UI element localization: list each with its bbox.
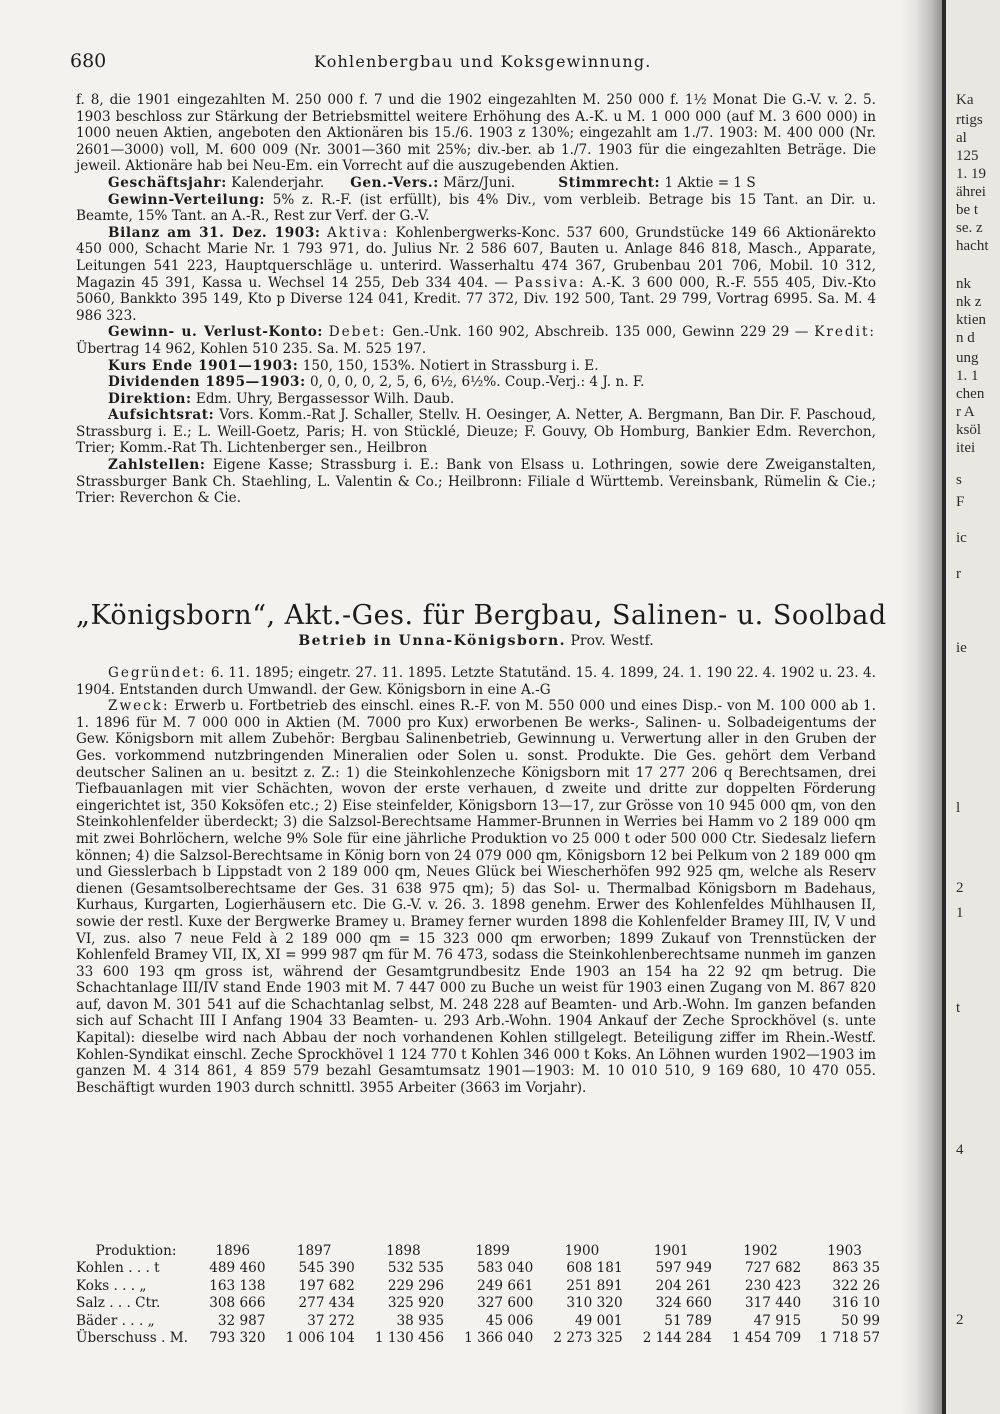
running-title: Kohlenbergbau und Koksgewinnung. — [314, 52, 652, 71]
fragment-line: nk z — [956, 294, 982, 310]
table-cell: 310 320 — [566, 1295, 623, 1312]
geschaeftsjahr-label: Geschäftsjahr: — [108, 174, 227, 191]
gewinn-label: Gewinn-Verteilung: — [108, 191, 265, 208]
table-row — [76, 1277, 884, 1295]
table-cell: 324 660 — [655, 1295, 712, 1312]
bilanz-label: Bilanz am 31. Dez. 1903: — [108, 224, 321, 241]
table-cell: 608 181 — [566, 1260, 623, 1277]
row-label: Bäder . . . „ — [76, 1312, 155, 1329]
table-cell: 1 130 456 — [374, 1330, 445, 1347]
passiva-value: A.-K. 3 600 000, R.-F. 555 405, Div.-Kto 5060, Bankkto 395 149, Kto p Diverse 124 041, Kredit. 77 372, Div. 192 500, Tant. 29 799, Vortrag 6995. Sa. M. 4 986 323. — [76, 274, 876, 324]
row-label: Salz . . . Ctr. — [76, 1295, 161, 1312]
row-label: Kohlen . . . t — [76, 1260, 160, 1277]
binding-shadow — [900, 0, 945, 1414]
genvers-value: März/Juni. — [443, 174, 516, 191]
fragment-line: se. z — [956, 220, 983, 236]
fragment-line: ährei — [956, 184, 986, 200]
aufsichtsrat-value: Vors. Komm.-Rat J. Schaller, Stellv. H. Oesinger, A. Netter, A. Bergmann, Ban Dir. F. Paschoud, Strassburg i. E.; L. Weill-Goetz, Paris; H. von Stücklé, Dieuze; F. Gouvy, Ob Homburg, Bankier Edm. Reverchon, Trier; Komm.-Rat Th. Lichtenberger sen., Heilbron — [76, 407, 876, 457]
table-row — [76, 1260, 884, 1278]
table-cell: 532 535 — [387, 1260, 445, 1277]
table-cell: 45 006 — [485, 1312, 534, 1329]
table-cell: 1 366 040 — [464, 1330, 534, 1347]
table-cell: 2 144 284 — [642, 1330, 712, 1347]
aufsichtsrat-label: Aufsichtsrat: — [108, 407, 215, 424]
fiscal-line — [76, 175, 876, 192]
company-title: „Königsborn“, Akt.-Ges. für Bergbau, Salinen- u. Soolbad — [76, 600, 887, 631]
table-cell: 2 273 325 — [553, 1330, 623, 1347]
table-cell: 51 789 — [664, 1312, 712, 1329]
table-cell: 863 35 — [832, 1260, 880, 1277]
bilanz — [76, 225, 876, 325]
direktion — [76, 391, 876, 408]
table-cell: 204 261 — [655, 1277, 712, 1294]
year-header: 1903 — [827, 1242, 862, 1259]
table-cell: 37 272 — [307, 1312, 355, 1329]
gewinn-verteilung — [76, 192, 876, 225]
fragment-line: 1 — [956, 905, 964, 921]
dividenden-label: Dividenden 1895—1903: — [108, 374, 306, 391]
table-cell: 317 440 — [744, 1295, 802, 1312]
year-header: 1902 — [743, 1242, 778, 1259]
table-cell: 229 296 — [387, 1277, 445, 1294]
stimmrecht-value: 1 Aktie = 1 S — [664, 174, 756, 191]
zweck-value: Erwerb u. Fortbetrieb des einschl. eines R.-F. von M. 550 000 und eines Disp.- von M. 100 000 ab 1. 1. 1896 für M. 7 000 000 in Aktien (M. 7000 pro Kux) erworbenen Be werks-, Salinen- u. Solbadeigentums der Gew. Königsborn mit allem Zubehör: Bergbau Salinenbetrieb, Gewinnung u. Verwertung aller in den Gruben der Ges. vorkommend nutzbringenden Mineralien oder Solen u. sonst. Produkte. Die Ges. gehört dem Verband deutscher Salinen an u. besitzt z. Z.: 1) die Steinkohlenzeche Königsborn mit 17 277 206 q Berechtsamen, drei Tiefbauanlagen mit vier Schächten, wovon der erste verhauen, d zweite und dritte zur doppelten Förderung eingerichtet ist, 350 Koksöfen etc.; 2) Eise steinfelder, Königsborn 13—17, zur Grösse von 10 945 000 qm, von den Steinkohlenfelder überdeckt; 3) die Salzsol-Berechtsame Hammer-Brunnen in Werries bei Hamm vo 2 189 000 qm mit zwei Bohrlöchern, welche 9% Sole für eine jährliche Produktion vo 25 000 t oder 500 000 Ctr. Siedesalz liefern können; 4) die Salzsol-Berechtsame in König born von 24 079 000 qm, Königsborn 12 bei Pelkum von 2 189 000 qm und Giesslerbach b Lippstadt von 2 189 000 qm, Neues Glück bei Wiescherhöfen 992 925 qm, welche als Reserv dienen (Gesamtsolberechtsame der Ges. 31 638 975 qm); 5) das Sol- u. Thermalbad Königsborn m Badehaus, Kurhaus, Kurgarten, Logierhäusern etc. Die G.-V. v. 26. 3. 1898 genehm. Erwer des Kohlenfeldes Mühlhausen II, sowie der restl. Kuxe der Bergwerke Bramey u. Bramey ferner wurden 1898 die Kohlenfelder Bramey III, IV, V und VI, zus. also 7 neue Feld à 2 189 000 qm = 15 323 000 qm erworben; 1899 Zukauf von Trennstücken der Kohlenfeld Bramey VII, IX, XI = 999 987 qm für M. 76 473, sodass die Steinkohlenberechtsame nunmeh im ganzen 33 600 193 qm gross ist, während der Gesamtgrundbesitz Ende 1903 an 154 ha 22 92 qm betrug. Die Schachtanlage III/IV stand Ende 1903 mit M. 7 447 000 zu Buche un weist für 1903 einen Zugang von M. 867 820 auf, davon M. 301 541 auf die Schachtanlag selbst, M. 248 228 auf Beamten- und Arb.-Wohn. Im ganzen befanden sich auf Schacht III I Anfang 1904 33 Beamten- u. 293 Arb.-Wohn. 1904 Ankauf der Zeche Sprockhövel (s. unte Kapital): dieselbe wird nach Abbau der noch vorhandenen Kohlen stillgelegt. Beteiligung ziffer im Rhein.-Westf. Kohlen-Syndikat einschl. Zeche Sprockhövel 1 124 770 t Kohlen 346 000 t Koks. An Löhnen wurden 1902—1903 im ganzen M. 4 314 861, 4 859 579 bezahl Gesamtumsatz 1901—1903: M. 10 010 510, 9 169 680, 10 470 055. Beschäftigt wurden 1903 durch schnittl. 3955 Arbeiter (3663 im Vorjahr). — [76, 698, 876, 1096]
zweck-label: Zweck: — [108, 698, 170, 715]
year-header: 1897 — [296, 1242, 332, 1259]
table-row — [76, 1312, 884, 1330]
table-cell: 50 99 — [841, 1312, 880, 1329]
aufsichtsrat — [76, 407, 876, 457]
fragment-line: 125 — [956, 148, 979, 164]
company-subtitle-rest: Prov. Westf. — [570, 633, 654, 649]
page-header — [70, 50, 876, 74]
geschaeftsjahr-value: Kalenderjahr. — [231, 174, 325, 191]
previous-entry — [76, 92, 876, 507]
gegruendet — [76, 665, 876, 698]
fragment-line: ksöl — [956, 422, 982, 438]
company-entry — [76, 665, 876, 1096]
table-row — [76, 1295, 884, 1313]
fragment-line: t — [956, 1000, 961, 1016]
gegruendet-label: Gegründet: — [108, 665, 207, 681]
table-cell: 325 920 — [387, 1295, 445, 1312]
fragment-line: 1. 19 — [956, 166, 986, 182]
kredit-label: Kredit: — [814, 324, 877, 341]
table-cell: 327 600 — [477, 1295, 534, 1312]
company-subtitle-bold: Betrieb in Unna-Königsborn. — [298, 633, 567, 649]
fragment-line: r A — [956, 404, 975, 420]
fragment-line: rtigs — [956, 112, 983, 128]
zweck — [76, 698, 876, 1096]
dividenden — [76, 374, 876, 391]
table-cell: 249 661 — [477, 1277, 534, 1294]
table-cell: 49 001 — [575, 1312, 623, 1329]
table-cell: 727 682 — [744, 1260, 802, 1277]
table-row — [76, 1330, 884, 1348]
fragment-line: nk — [956, 276, 971, 292]
table-cell: 308 666 — [209, 1295, 266, 1312]
gv-label: Gewinn- u. Verlust-Konto: — [108, 324, 323, 341]
direktion-label: Direktion: — [108, 390, 192, 407]
row-label: Überschuss . M. — [76, 1330, 188, 1347]
table-cell: 489 460 — [209, 1260, 266, 1277]
fragment-line: ktien — [956, 312, 986, 328]
debet-value: Gen.-Unk. 160 902, Abschreib. 135 000, Gewinn 229 29 — — [392, 324, 809, 341]
table-cell: 545 390 — [298, 1260, 355, 1277]
table-cell: 1 454 709 — [731, 1330, 802, 1347]
table-cell: 38 935 — [396, 1312, 445, 1329]
table-cell: 47 915 — [753, 1312, 802, 1329]
aktiva-label: Aktiva: — [326, 224, 390, 241]
company-subtitle — [76, 633, 876, 649]
direktion-value: Edm. Uhry, Bergassessor Wilh. Daub. — [195, 390, 455, 407]
kurs-value: 150, 150, 153%. Notiert in Strassburg i. E. — [302, 357, 599, 374]
table-cell: 316 10 — [832, 1295, 880, 1312]
fragment-line: F — [956, 494, 965, 510]
year-header: 1896 — [215, 1242, 251, 1259]
table-cell: 32 987 — [217, 1312, 266, 1329]
fragment-line: 2 — [956, 880, 964, 896]
facing-page-fragment — [946, 0, 1000, 1414]
dividenden-value: 0, 0, 0, 0, 2, 5, 6, 6½, 6½%. Coup.-Verj.: 4 J. n. F. — [310, 374, 645, 391]
kurs-label: Kurs Ende 1901—1903: — [108, 357, 299, 374]
fragment-line: l — [956, 800, 961, 816]
zahlstellen-label: Zahlstellen: — [108, 457, 206, 474]
fragment-line: ic — [956, 530, 967, 546]
kurs — [76, 358, 876, 375]
year-header: 1901 — [653, 1242, 689, 1259]
table-cell: 277 434 — [298, 1295, 355, 1312]
year-header: 1898 — [386, 1242, 421, 1259]
fragment-line: 2 — [956, 1312, 964, 1328]
fragment-line: s — [956, 472, 962, 488]
row-label: Koks . . . „ — [76, 1277, 147, 1294]
fragment-line: n d — [956, 330, 975, 346]
table-cell: 197 682 — [298, 1277, 355, 1294]
fragment-line: be t — [956, 202, 979, 218]
table-cell: 583 040 — [477, 1260, 534, 1277]
production-table — [76, 1242, 884, 1347]
kredit-value: Übertrag 14 962, Kohlen 510 235. Sa. M. 525 197. — [76, 340, 427, 357]
fragment-line: chen — [956, 386, 985, 402]
stimmrecht-label: Stimmrecht: — [558, 174, 661, 191]
genvers-label: Gen.-Vers.: — [350, 174, 439, 191]
gewinn-value: 5% z. R.-F. (ist erfüllt), bis 4% Div., vom verbleib. Betrage bis 15 Tant. an Dir. u. Beamte, 15% Tant. an A.-R., Rest zur Verf. der G.-V. — [76, 191, 876, 225]
passiva-label: Passiva: — [514, 274, 586, 291]
table-cell: 1 006 104 — [285, 1330, 355, 1347]
table-cell: 1 718 57 — [819, 1330, 880, 1347]
table-cell: 251 891 — [566, 1277, 623, 1294]
table-cell: 230 423 — [744, 1277, 802, 1294]
page-number: 680 — [70, 50, 107, 72]
table-cell: 793 320 — [209, 1330, 266, 1347]
table-cell: 597 949 — [655, 1260, 712, 1277]
fragment-line: hacht — [956, 238, 989, 254]
gewinn-verlust-konto — [76, 324, 876, 357]
fragment-line: itei — [956, 440, 976, 456]
table-cell: 322 26 — [832, 1277, 880, 1294]
production-header-row — [76, 1242, 884, 1260]
year-header: 1900 — [564, 1242, 600, 1259]
fragment-line: r — [956, 566, 961, 582]
fragment-line: Ka — [956, 92, 974, 108]
table-cell: 163 138 — [209, 1277, 266, 1294]
fragment-line: ie — [956, 640, 967, 656]
capital-paragraph: f. 8, die 1901 eingezahlten M. 250 000 f. 7 und die 1902 eingezahlten M. 250 000 f. 1½ Monat Die G.-V. v. 2. 5. 1903 beschloss zur Stärkung der Betriebsmittel weitere Erhöhung des A.-K. u M. 1 000 000 (auf M. 3 600 000) in 1000 neuen Aktien, angeboten den Aktionären bis 15./6. 1903 z 130%; eingezahlt am 1./7. 1903: M. 400 000 (Nr. 2601—3000) voll, M. 600 009 (Nr. 3001—360 mit 25%; div.-ber. ab 1./7. 1903 für die eingezahlten Beträge. Die jeweil. Aktionäre hab bei Neu-Em. ein Vorrecht auf die auszugebenden Aktien. — [76, 92, 876, 175]
production-label: Produktion: — [95, 1242, 177, 1259]
aktiva-value: Kohlenbergwerks-Konc. 537 600, Grundstücke 149 66 Aktionärekto 450 000, Schacht Marie Nr. 1 793 971, do. Julius Nr. 2 586 607, Bauten u. Anlage 846 818, Masch., Apparate, Leitungen 541 223, Hauptquerschläge u. unterird. Wasserhaltu 474 367, Grubenbau 201 706, Mobil. 10 312, Magazin 45 391, Kassa u. Wechsel 14 255, Deb 334 404. — — [76, 224, 876, 291]
zahlstellen-value: Eigene Kasse; Strassburg i. E.: Bank von Elsass u. Lothringen, sowie dere Zweiganstalten, Strassburger Bank Ch. Staehling, L. Valentin & Co.; Heilbronn: Filiale d Württemb. Vereinsbank, Rümelin & Cie.; Trier: Reverchon & Cie. — [76, 457, 876, 507]
fragment-line: ung — [956, 350, 979, 366]
year-header: 1899 — [475, 1242, 510, 1259]
gegruendet-value: 6. 11. 1895; eingetr. 27. 11. 1895. Letzte Statutänd. 15. 4. 1899, 24. 1. 190 22. 4. 1902 u. 23. 4. 1904. Entstanden durch Umwandl. der Gew. Königsborn in eine A.-G — [76, 665, 876, 698]
fragment-line: al — [956, 130, 967, 146]
fragment-line: 4 — [956, 1142, 964, 1158]
fragment-line: 1. 1 — [956, 368, 979, 384]
zahlstellen — [76, 457, 876, 507]
debet-label: Debet: — [328, 324, 387, 341]
